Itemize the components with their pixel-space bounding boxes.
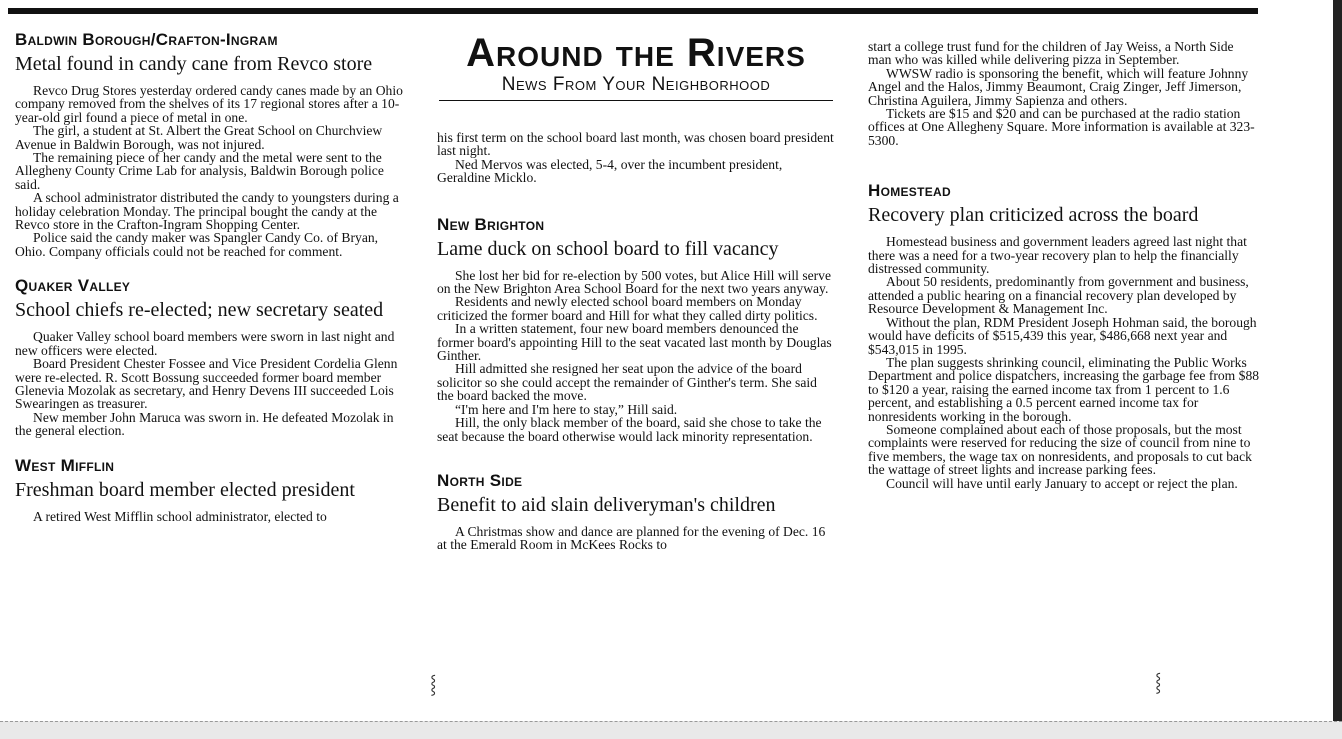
story-headline: Metal found in candy cane from Revco store bbox=[15, 53, 373, 75]
story-paragraph: The plan suggests shrinking council, eliminating the Public Works Department and police dispatchers, increasing the garbage fee from $88 to $120 a year, raising the earned income tax from 1 percent to 1.6 percent, and establishing a 0.5 percent earned income tax for nonresidents working in the borough. bbox=[868, 354, 1260, 424]
story-paragraph: “I'm here and I'm here to stay,” Hill said. bbox=[455, 401, 678, 417]
scan-mark: ⸾ bbox=[430, 674, 437, 694]
column-3 bbox=[868, 40, 1260, 508]
story-paragraph: start a college trust fund for the children of Jay Weiss, a North Side man who was killed while delivering pizza in September. bbox=[868, 39, 1234, 68]
story-paragraph: The remaining piece of her candy and the metal were sent to the Allegheny County Crime Lab for analysis, Baldwin Borough police said. bbox=[15, 150, 384, 192]
story-paragraph: Council will have until early January to accept or reject the plan. bbox=[886, 475, 1238, 491]
story-paragraph: Someone complained about each of those proposals, but the most complaints were reserved for reducing the size of council from nine to five members, the wage tax on nonresidents, and proposals to cut back the wattage of street lights and increase parking fees. bbox=[868, 421, 1252, 478]
story-kicker: Quaker Valley bbox=[15, 276, 131, 296]
story-paragraph: his first term on the school board last month, was chosen board president last night. bbox=[437, 130, 834, 159]
masthead bbox=[437, 32, 835, 101]
story-paragraph: New member John Maruca was sworn in. He defeated Mozolak in the general election. bbox=[15, 409, 394, 439]
story-paragraph: A Christmas show and dance are planned for the evening of Dec. 16 at the Emerald Room in McKees Rocks to bbox=[437, 523, 826, 553]
story-paragraph: Quaker Valley school board members were sworn in last night and new officers were elected. bbox=[15, 329, 395, 358]
story-paragraph: She lost her bid for re-election by 500 votes, but Alice Hill will serve on the New Brighton Area School Board for the next two years anyway. bbox=[437, 267, 832, 297]
story-paragraph: Board President Chester Fossee and Vice President Cordelia Glenn were re-elected. R. Scott Bossung succeeded former board member Glenevia Mozolak as secretary, and Henry Devens III succeeded Lois Swearingen as treasurer. bbox=[15, 356, 398, 412]
story-kicker: Homestead bbox=[868, 181, 951, 201]
story-paragraph: Hill admitted she resigned her seat upon the advice of the board solicitor so she could accept the remainder of Ginther's term. She said the board backed the move. bbox=[437, 361, 817, 404]
column-2 bbox=[437, 30, 835, 570]
story-kicker: North Side bbox=[437, 470, 523, 490]
story-headline: Lame duck on school board to fill vacancy bbox=[437, 237, 779, 260]
story-homestead bbox=[868, 181, 1260, 490]
story-west-mifflin bbox=[15, 456, 407, 523]
story-paragraph: Residents and newly elected school board members on Monday criticized the former board and Hill for what they called dirty politics. bbox=[437, 294, 818, 323]
column-1 bbox=[15, 30, 407, 541]
story-west-mifflin-continued bbox=[437, 131, 835, 185]
story-paragraph: A retired West Mifflin school administrator, elected to bbox=[33, 508, 327, 524]
story-north-side-continued bbox=[868, 40, 1260, 147]
story-paragraph: Police said the candy maker was Spangler Candy Co. of Bryan, Ohio. Company officials could not be reached for comment. bbox=[15, 230, 379, 259]
masthead-title: Around the Rivers bbox=[466, 31, 806, 75]
story-quaker-valley bbox=[15, 276, 407, 437]
story-north-side bbox=[437, 471, 835, 552]
story-paragraph: Hill, the only black member of the board, said she chose to take the seat because the board otherwise would lack minority representation. bbox=[437, 415, 822, 444]
page-bottom-edge bbox=[0, 721, 1342, 739]
scan-mark: ⸾ bbox=[1155, 672, 1162, 692]
story-paragraph: Tickets are $15 and $20 and can be purchased at the radio station offices at One Allegheny Square. More information is available at 323-5300. bbox=[868, 106, 1255, 148]
story-kicker: West Mifflin bbox=[15, 455, 115, 475]
top-rule bbox=[8, 8, 1258, 14]
story-paragraph: In a written statement, four new board members denounced the former board's appointing Hill to the seat vacated last month by Douglas Ginther. bbox=[437, 321, 832, 364]
story-paragraph: About 50 residents, predominantly from government and business, attended a public hearing on a financial recovery plan developed by Resource Development & Management Inc. bbox=[868, 274, 1249, 317]
story-kicker: New Brighton bbox=[437, 214, 545, 234]
story-paragraph: The girl, a student at St. Albert the Great School on Churchview Avenue in Baldwin Borough, was not injured. bbox=[15, 123, 383, 152]
story-paragraph: A school administrator distributed the candy to youngsters during a holiday celebration Monday. The principal bought the candy at the Revco store in the Crafton-Ingram Shopping Center. bbox=[15, 190, 399, 233]
story-paragraph: Ned Mervos was elected, 5-4, over the incumbent president, Geraldine Micklo. bbox=[437, 156, 783, 186]
story-paragraph: Without the plan, RDM President Joseph Hohman said, the borough would have deficits of $515,439 this year, $486,668 next year and $543,015 in 1995. bbox=[868, 314, 1257, 357]
story-paragraph: Homestead business and government leaders agreed last night that there was a need for a two-year recovery plan to help the financially distressed community. bbox=[868, 234, 1247, 277]
story-kicker: Baldwin Borough/Crafton-Ingram bbox=[15, 30, 278, 49]
page-edge bbox=[1333, 0, 1342, 738]
masthead-subtitle: News From Your Neighborhood bbox=[439, 74, 833, 101]
story-headline: School chiefs re-elected; new secretary seated bbox=[15, 299, 384, 322]
story-paragraph: Revco Drug Stores yesterday ordered candy canes made by an Ohio company removed from the shelves of its 17 regional stores after a 10-year-old girl found a piece of metal in one. bbox=[15, 83, 403, 125]
story-baldwin bbox=[15, 30, 407, 258]
story-headline: Benefit to aid slain deliveryman's children bbox=[437, 493, 776, 516]
story-headline: Recovery plan criticized across the board bbox=[868, 204, 1199, 227]
story-headline: Freshman board member elected president bbox=[15, 478, 355, 501]
story-new-brighton bbox=[437, 215, 835, 443]
story-paragraph: WWSW radio is sponsoring the benefit, which will feature Johnny Angel and the Halos, Jimmy Beaumont, Craig Zinger, Jeff Jimerson, Christina Aguilera, Jimmy Sapienza and others. bbox=[868, 65, 1249, 108]
